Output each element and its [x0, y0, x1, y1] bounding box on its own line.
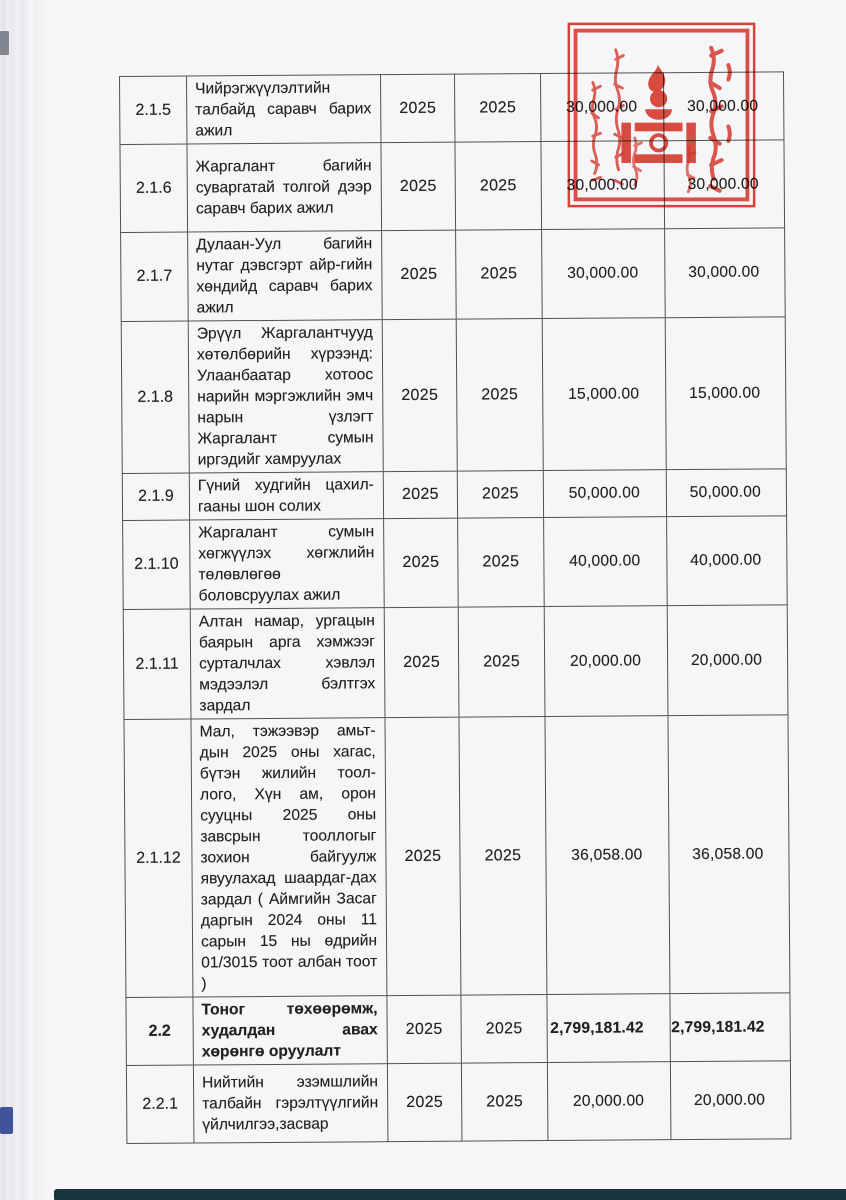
amount-funding-cell: 30,000.00 — [665, 228, 786, 318]
amount-budget-cell: 20,000.00 — [544, 606, 668, 717]
row-number-cell: 2.1.7 — [121, 232, 189, 321]
amount-funding-cell: 40,000.00 — [667, 516, 788, 606]
table-row — [126, 993, 790, 1066]
budget-table-wrap — [119, 71, 791, 1144]
table-row — [120, 140, 785, 233]
description-cell: Алтан намар, ургацын баярын арга хэмжээг сурталчлах хэвлэл мэдээлэл бэлтгэх зардал — [190, 608, 385, 719]
description-cell: Нийтийн эзэмшлийн талбайн гэрэлтүүлгийн үйлчилгээ,засвар — [193, 1064, 388, 1143]
year-end-cell: 2025 — [459, 717, 547, 996]
table-row — [121, 317, 786, 474]
table-row — [124, 715, 790, 998]
scan-left-edge-stripes — [0, 0, 46, 1200]
scan-bottom-edge-band — [54, 1189, 846, 1200]
year-start-cell: 2025 — [382, 230, 457, 320]
row-number-cell: 2.1.9 — [122, 473, 189, 520]
year-end-cell: 2025 — [461, 1063, 548, 1142]
year-start-cell: 2025 — [387, 995, 461, 1064]
year-start-cell: 2025 — [380, 74, 454, 143]
amount-funding-cell: 2,799,181.42 — [670, 993, 790, 1062]
budget-table-body — [120, 72, 791, 1144]
table-row — [120, 72, 784, 145]
description-cell: Мал, тэжээвэр амьт-дын 2025 оны хагас, бүтэн жилийн тоол-лого, Хүн ам, орон сууцны 2025 оны завсрын тооллогыг зохион байгуулж явуулахад шаардаг-дах зардал ( Аймгийн Засаг даргын 2024 оны 11 сарын 15 ны өдрийн 01/3015 тоот албан тоот ) — [191, 718, 387, 997]
amount-funding-cell: 30,000.00 — [663, 72, 783, 141]
year-start-cell: 2025 — [381, 142, 456, 231]
description-cell: Эрүүл Жаргалантчууд хөтөлбөрийн хүрээнд: Улаанбаатар хотоос нарийн мэргэжлийн эмч нарын үзлэгт Жаргалант сумын иргэдийг хамруулах — [188, 320, 383, 473]
table-row — [123, 516, 788, 610]
amount-funding-cell: 15,000.00 — [665, 317, 786, 470]
amount-budget-cell: 30,000.00 — [542, 229, 666, 319]
row-number-cell: 2.2.1 — [126, 1065, 194, 1143]
year-start-cell: 2025 — [383, 471, 457, 519]
amount-budget-cell: 30,000.00 — [540, 73, 663, 142]
year-end-cell: 2025 — [456, 319, 543, 472]
description-cell: Жаргалант сумын хөгжүүлэх хөгжлийн төлөвлөгөө боловсруулах ажил — [190, 519, 385, 609]
year-end-cell: 2025 — [455, 142, 542, 231]
row-number-cell: 2.1.11 — [123, 609, 191, 719]
year-end-cell: 2025 — [458, 518, 545, 608]
row-number-cell: 2.2 — [126, 997, 193, 1065]
description-cell: Чийрэгжүүлэлтийн талбайд саравч барих ажил — [187, 75, 381, 144]
year-start-cell: 2025 — [382, 319, 457, 472]
year-end-cell: 2025 — [461, 995, 547, 1064]
scan-mark-blue-bottom-left — [0, 1107, 13, 1134]
amount-funding-cell: 50,000.00 — [666, 469, 786, 517]
table-row — [121, 228, 786, 322]
amount-funding-cell: 36,058.00 — [668, 715, 790, 994]
row-number-cell: 2.1.12 — [124, 719, 193, 997]
year-end-cell: 2025 — [454, 74, 540, 143]
table-row — [123, 605, 788, 720]
year-end-cell: 2025 — [457, 471, 543, 519]
row-number-cell: 2.1.10 — [123, 520, 191, 609]
amount-budget-cell: 40,000.00 — [544, 517, 668, 607]
scan-mark-top-left — [0, 31, 9, 55]
row-number-cell: 2.1.5 — [120, 76, 187, 144]
row-number-cell: 2.1.6 — [120, 144, 188, 232]
year-start-cell: 2025 — [385, 717, 461, 996]
budget-table — [119, 71, 791, 1144]
amount-budget-cell: 20,000.00 — [547, 1062, 671, 1141]
year-end-cell: 2025 — [456, 230, 543, 320]
row-number-cell: 2.1.8 — [121, 321, 189, 473]
description-cell: Тоног төхөөрөмж, худалдан авах хөрөнгө оруулалт — [193, 996, 387, 1065]
amount-funding-cell: 30,000.00 — [664, 140, 785, 229]
amount-budget-cell: 36,058.00 — [545, 716, 670, 995]
amount-budget-cell: 2,799,181.42 — [547, 994, 670, 1063]
year-start-cell: 2025 — [384, 518, 459, 608]
description-cell: Дулаан-Уул багийн нутаг дэвсгэрт айр-гийн хөндийд саравч барих ажил — [188, 231, 383, 321]
year-start-cell: 2025 — [387, 1063, 462, 1142]
table-row — [122, 469, 786, 521]
amount-budget-cell: 50,000.00 — [543, 470, 666, 518]
table-row — [126, 1061, 791, 1144]
amount-funding-cell: 20,000.00 — [670, 1061, 791, 1140]
description-cell: Гүний худгийн цахил-гааны шон солих — [189, 472, 383, 520]
description-cell: Жаргалант багийн суваргатай толгой дээр саравч барих ажил — [187, 143, 382, 232]
amount-budget-cell: 30,000.00 — [541, 141, 665, 230]
amount-funding-cell: 20,000.00 — [667, 605, 788, 716]
year-start-cell: 2025 — [384, 607, 459, 718]
amount-budget-cell: 15,000.00 — [542, 318, 666, 471]
year-end-cell: 2025 — [458, 607, 545, 718]
